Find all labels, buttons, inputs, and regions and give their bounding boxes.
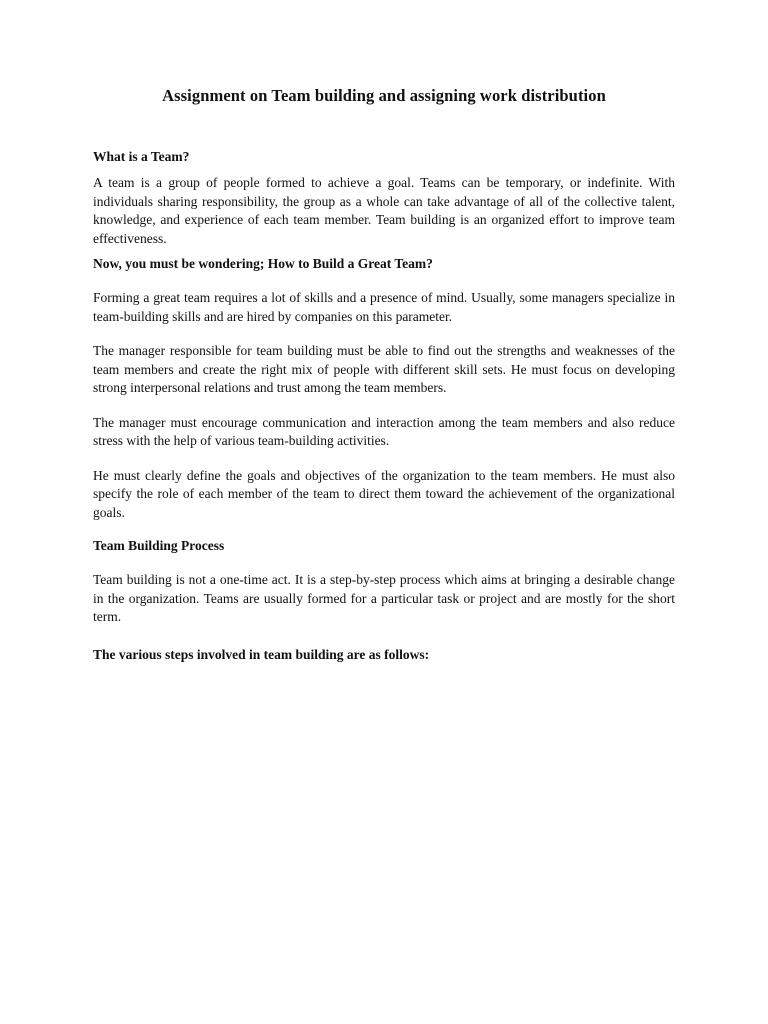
section-heading-what-is-a-team: What is a Team? [93, 149, 190, 164]
paragraph-manager-responsible: The manager responsible for team building must be able to find out the strengths and weaknesses of the team members and create the right mix of people with different skill sets. He must focus on developing strong interpersonal relations and trust among the team members. [93, 343, 675, 395]
paragraph-team-definition: A team is a group of people formed to achieve a goal. Teams can be temporary, or indefinite. With individuals sharing responsibility, the group as a whole can take advantage of all of the collective talent, knowledge, and experience of each team member. Team building is an organized effort to improve team effectiveness. [93, 175, 675, 246]
section-heading-team-building-process: Team Building Process [93, 538, 225, 553]
section-heading-how-to-build: Now, you must be wondering; How to Build a Great Team? [93, 256, 433, 271]
paragraph-process-description: Team building is not a one-time act. It is a step-by-step process which aims at bringing a desirable change in the organization. Teams are usually formed for a particular task or project and are mostly for the short term. [93, 572, 675, 624]
paragraph-forming-team: Forming a great team requires a lot of skills and a presence of mind. Usually, some managers specialize in team-building skills and are hired by companies on this parameter. [93, 290, 675, 324]
paragraph-encourage-communication: The manager must encourage communication and interaction among the team members and also reduce stress with the help of various team-building activities. [93, 414, 675, 448]
document-title: Assignment on Team building and assigning work distribution [162, 86, 606, 105]
closing-heading-steps: The various steps involved in team building are as follows: [93, 646, 430, 662]
paragraph-define-goals: He must clearly define the goals and objectives of the organization to the team members. He must also specify the role of each member of the team to direct them toward the achievement of the organizational goals. [93, 467, 675, 520]
